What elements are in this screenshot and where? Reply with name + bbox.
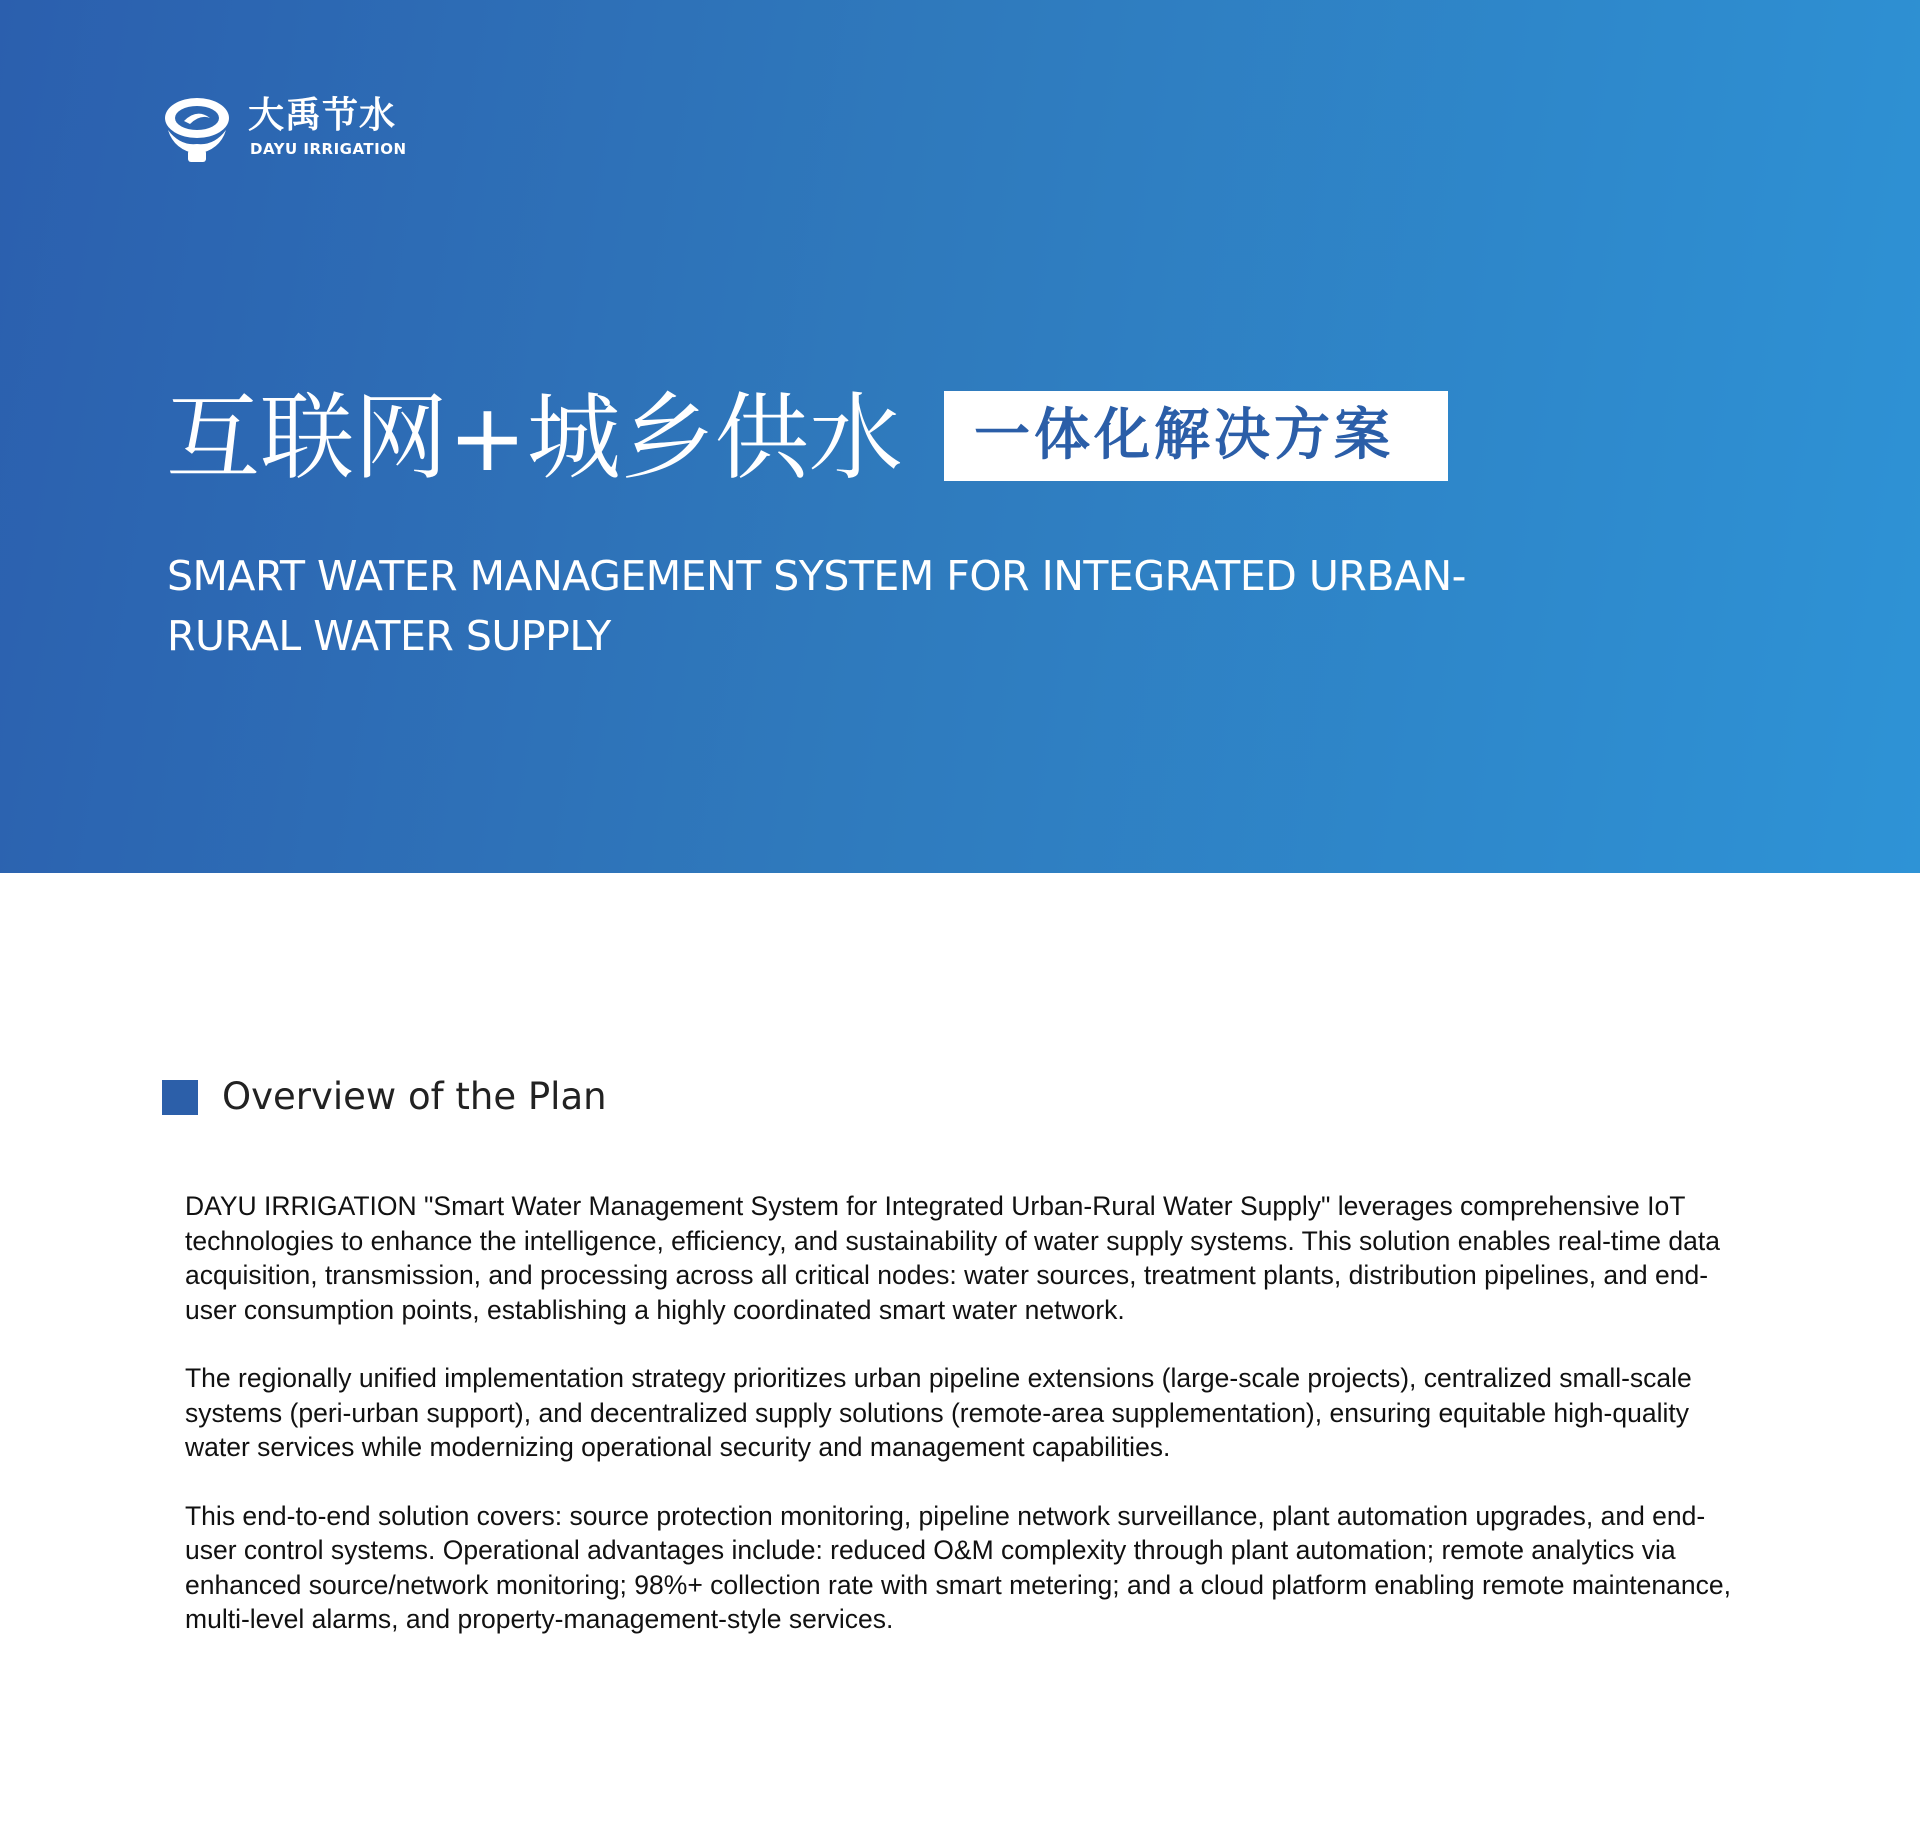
hero-title-en-line1: SMART WATER MANAGEMENT SYSTEM FOR INTEGRATED URBAN-	[167, 552, 1466, 600]
brand-logo	[160, 94, 420, 164]
hero-tag-cn: 一体化解决方案	[944, 391, 1448, 481]
brand-name-cn: 大禹节水	[248, 95, 397, 136]
brand-name-en: DAYU IRRIGATION	[250, 140, 407, 158]
hero-banner	[0, 0, 1920, 873]
overview-paragraph: DAYU IRRIGATION "Smart Water Management System for Integrated Urban-Rural Water Supply" leverages comprehensive IoT technologies to enhance the intelligence, efficiency, and sustainability of water supply systems. This solution enables real-time data acquisition, transmission, and processing across all critical nodes: water sources, treatment plants, distribution pipelines, and end-user consumption points, establishing a highly coordinated smart water network.	[185, 1191, 1720, 1325]
hero-title-en	[167, 546, 1567, 666]
water-drop-logo-icon	[160, 94, 236, 164]
hero-title-cn: 互联网+城乡供水	[166, 384, 903, 493]
section-title: Overview of the Plan	[222, 1075, 607, 1118]
section-marker-square	[162, 1080, 198, 1115]
overview-paragraph: The regionally unified implementation strategy prioritizes urban pipeline extensions (large-scale projects), centralized small-scale systems (peri-urban support), and decentralized supply solutions (remote-area supplementation), ensuring equitable high-quality water services while modernizing operational security and management capabilities.	[185, 1363, 1692, 1462]
hero-title-en-line2: RURAL WATER SUPPLY	[167, 612, 611, 660]
overview-paragraph: This end-to-end solution covers: source protection monitoring, pipeline network surveillance, plant automation upgrades, and end-user control systems. Operational advantages include: reduced O&M complexity through plant automation; remote analytics via enhanced source/network monitoring; 98%+ collection rate with smart metering; and a cloud platform enabling remote maintenance, multi-level alarms, and property-management-style services.	[185, 1500, 1731, 1634]
overview-body	[185, 1189, 1745, 1671]
